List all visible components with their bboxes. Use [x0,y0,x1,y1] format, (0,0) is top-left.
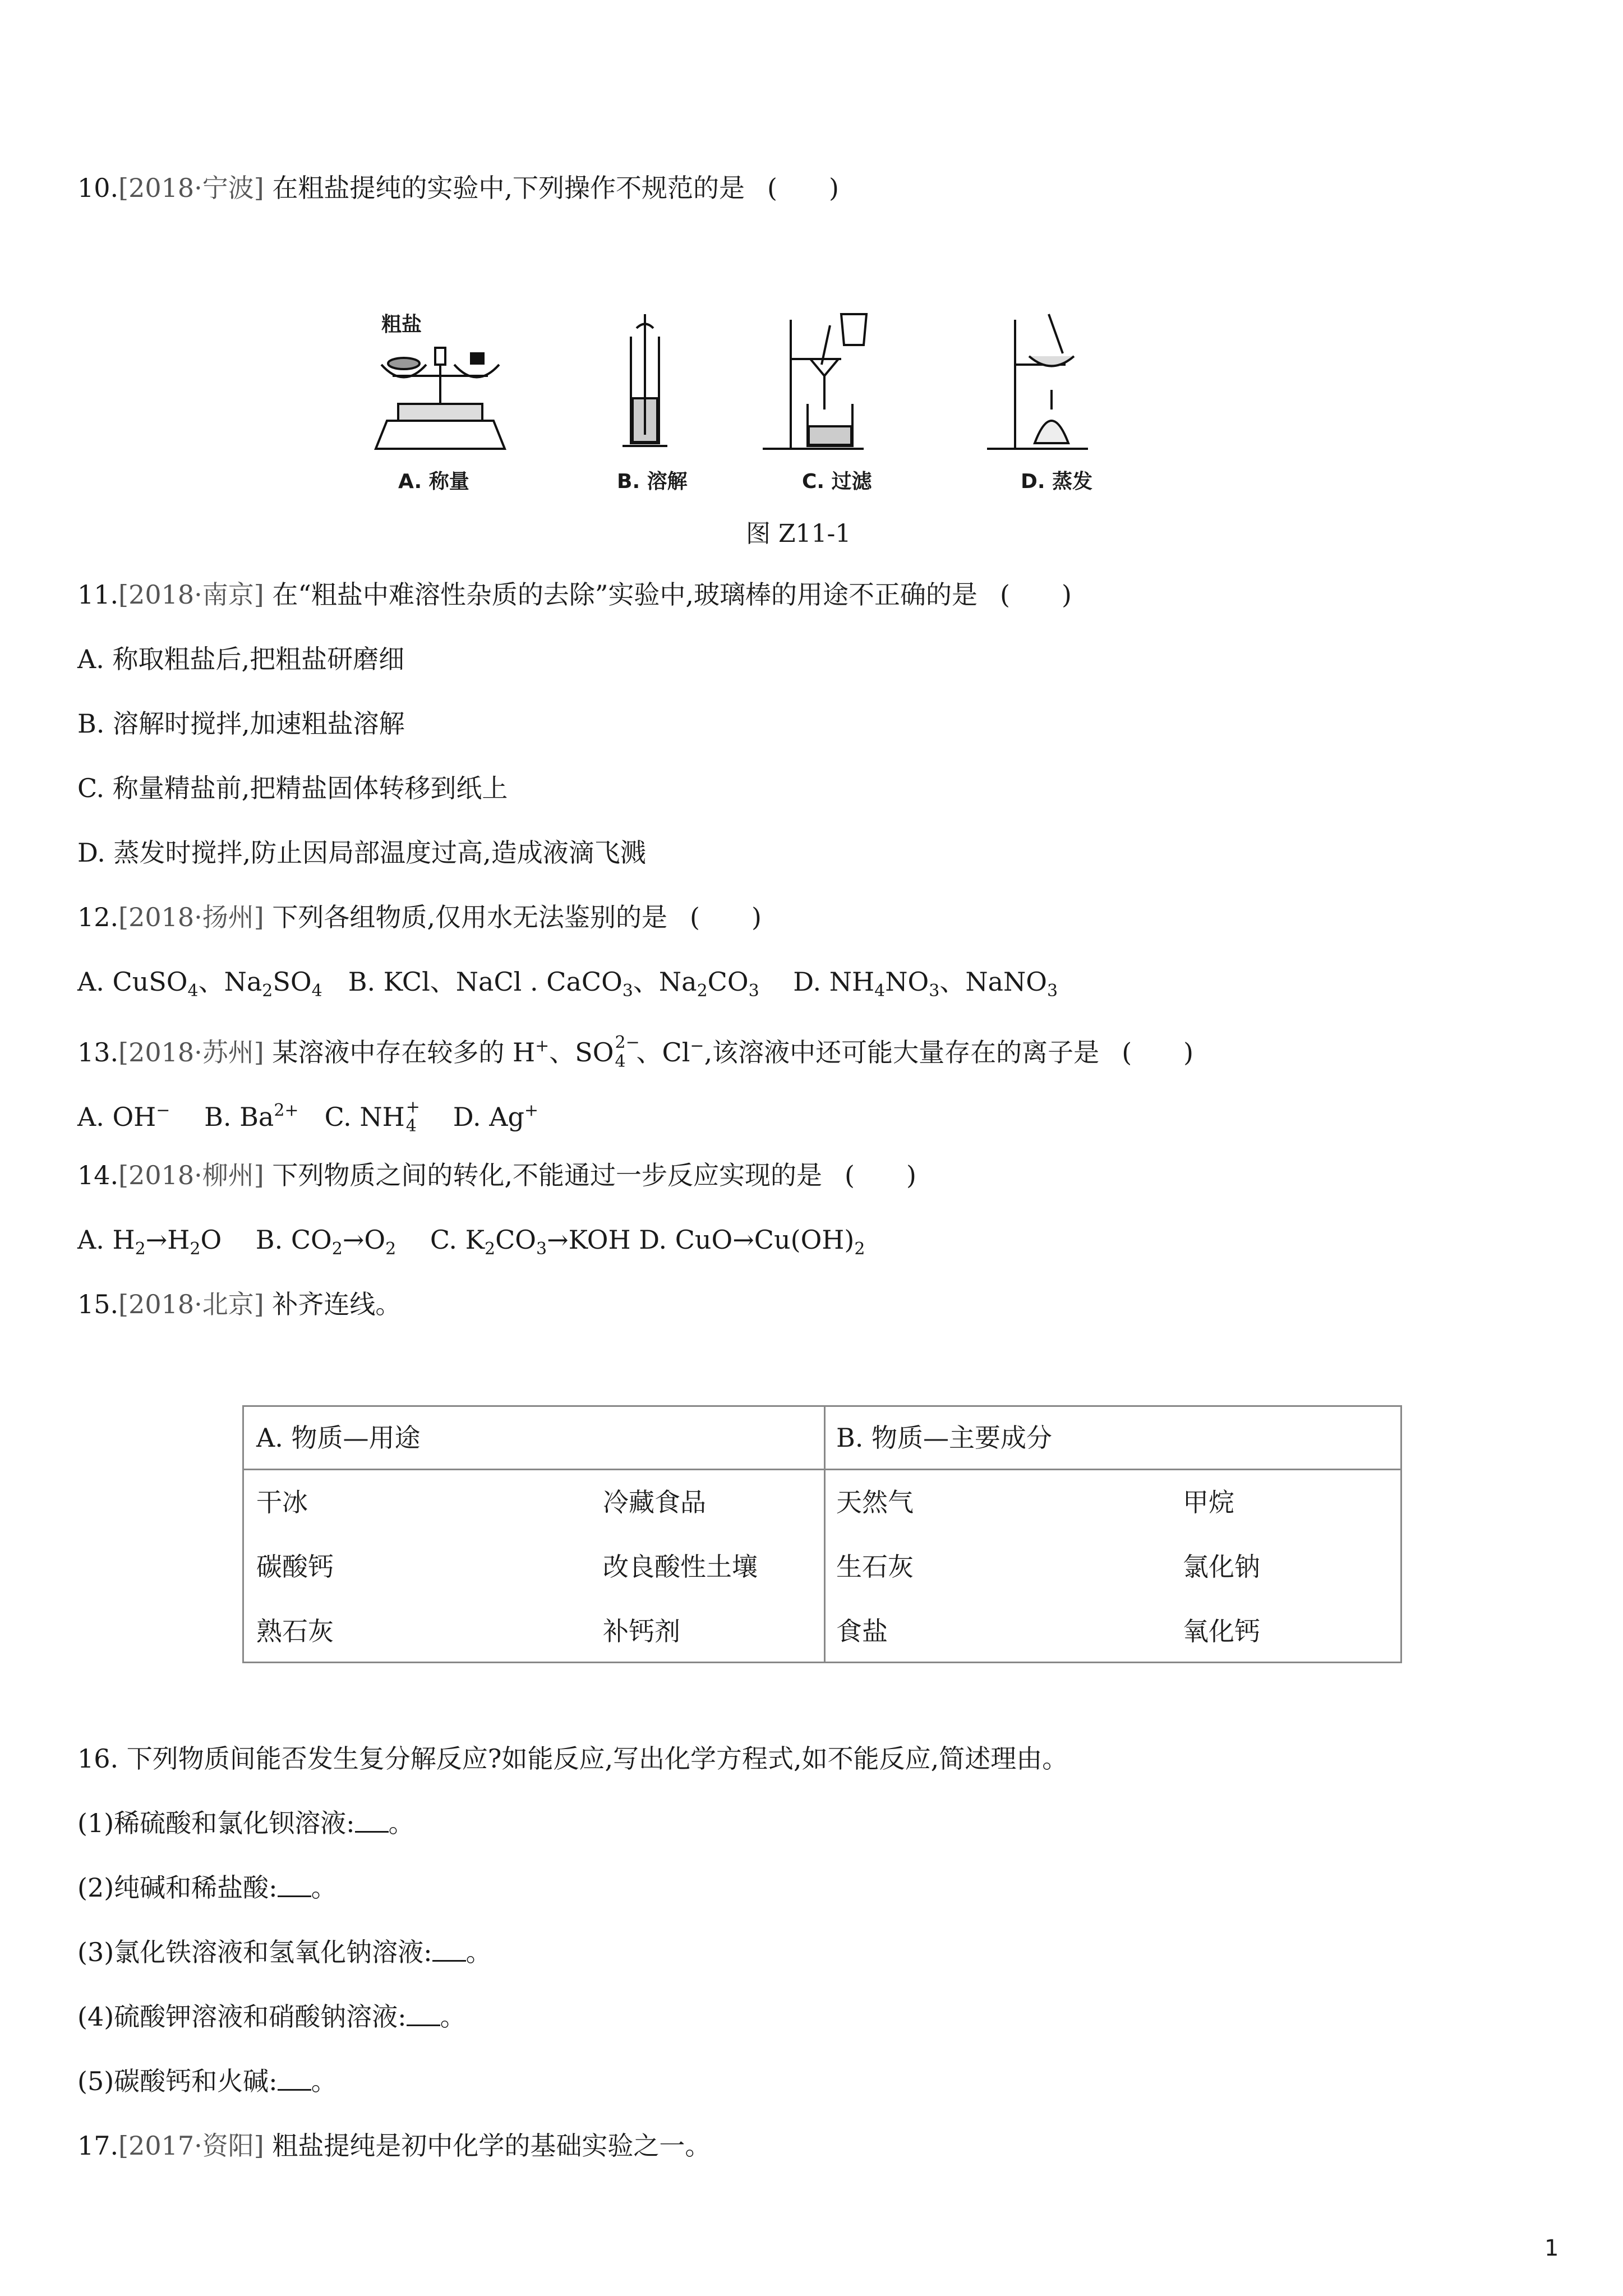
figure-caption: 图 Z11-1 [746,519,851,548]
table-cell: 生石灰 [836,1552,914,1582]
question-11: 11.[2018·南京] 在“粗盐中难溶性杂质的去除”实验中,玻璃棒的用途不正确的是 ( ) [77,579,1072,610]
table-cell: 改良酸性土壤 [603,1552,758,1582]
question-source: [2018·南京] [118,579,264,610]
table-cell: 食盐 [836,1616,888,1646]
lab-apparatus-figure [359,292,1267,494]
answer-blank[interactable] [355,1806,389,1833]
table-head-b: B. 物质—主要成分 [836,1423,1053,1453]
table-cell: 碳酸钙 [256,1552,334,1582]
table-cell: 天然气 [836,1487,914,1517]
q16-item: (2)纯碱和稀盐酸: 。 [77,1871,337,1904]
options-13: A. OH− B. $Ba^{2+}$ C. NH + 4 D. Ag+ [77,1097,539,1136]
answer-blank[interactable] [407,2000,440,2026]
table-cell: 冷藏食品 [603,1487,706,1517]
matching-table [242,1405,1402,1663]
table-cell: 补钙剂 [603,1616,680,1646]
table-cell: 干冰 [256,1487,308,1517]
table-head-a: A. 物质—用途 [256,1423,421,1453]
q16-item: (3)氯化铁溶液和氢氧化钠溶液: 。 [77,1935,492,1969]
figure-label-c: C. 过滤 [802,470,872,493]
question-13: 13.[2018·苏州] 某溶液中存在较多的 H+、SO 2− 4 、Cl−,该溶液中还可能大量存在的离子是 ( ) [77,1033,1194,1071]
table-cell: 熟石灰 [256,1616,334,1646]
table-cell: 甲烷 [1183,1487,1234,1517]
question-14: 14.[2018·柳州] 下列物质之间的转化,不能通过一步反应实现的是 ( ) [77,1160,916,1190]
option-11c: C. 称量精盐前,把精盐固体转移到纸上 [77,773,508,803]
options-12: A. CuSO$_4$、$Na_2SO_4$ B. KCl、NaCl . CaCO$_3$、$Na_2CO_3$ D. $NH_4NO_3$、NaNO$_3$ [77,967,1058,1001]
q16-item: (4)硫酸钾溶液和硝酸钠溶液: 。 [77,2000,466,2033]
option-11a: A. 称取粗盐后,把粗盐研磨细 [77,644,405,674]
figure-label-salt: 粗盐 [381,313,422,336]
answer-blank[interactable] [278,2064,311,2091]
apparatus-drawing [359,292,1267,494]
answer-blank[interactable] [278,1871,311,1897]
question-10: 10.[2018·宁波] 在粗盐提纯的实验中,下列操作不规范的是 ( ) [77,173,839,203]
q16-item: (1)稀硫酸和氯化钡溶液: 。 [77,1806,414,1840]
answer-blank[interactable] [432,1935,466,1962]
option-11b: B. 溶解时搅拌,加速粗盐溶解 [77,708,405,739]
table-divider [824,1407,826,1662]
question-source: [2018·宁波] [118,173,264,203]
question-source: [2018·北京] [118,1289,264,1319]
question-source: [2017·资阳] [118,2131,264,2161]
table-cell: 氧化钙 [1183,1616,1260,1646]
question-source: [2018·扬州] [118,902,264,932]
question-15: 15.[2018·北京] 补齐连线。 [77,1289,402,1319]
question-16: 16. 下列物质间能否发生复分解反应?如能反应,写出化学方程式,如不能反应,简述理由。 [77,1743,1068,1774]
options-14: A. $H_2\to H_2O$ B. $CO_2\to O_2$ C. $K_2CO_3\to KOH$ D. $CuO\to Cu(OH)_2$ [77,1225,865,1259]
question-source: [2018·苏州] [118,1037,264,1068]
page-number: 1 [1544,2235,1559,2261]
table-cell: 氯化钠 [1183,1552,1260,1582]
figure-label-a: A. 称量 [398,470,469,493]
question-17: 17.[2017·资阳] 粗盐提纯是初中化学的基础实验之一。 [77,2131,711,2161]
q16-item: (5)碳酸钙和火碱: 。 [77,2064,337,2098]
figure-label-b: B. 溶解 [617,470,688,493]
question-source: [2018·柳州] [118,1160,264,1190]
question-12: 12.[2018·扬州] 下列各组物质,仅用水无法鉴别的是 ( ) [77,902,762,932]
figure-label-d: D. 蒸发 [1021,470,1093,493]
table-header-divider [244,1469,1400,1470]
option-11d: D. 蒸发时搅拌,防止因局部温度过高,造成液滴飞溅 [77,838,646,868]
